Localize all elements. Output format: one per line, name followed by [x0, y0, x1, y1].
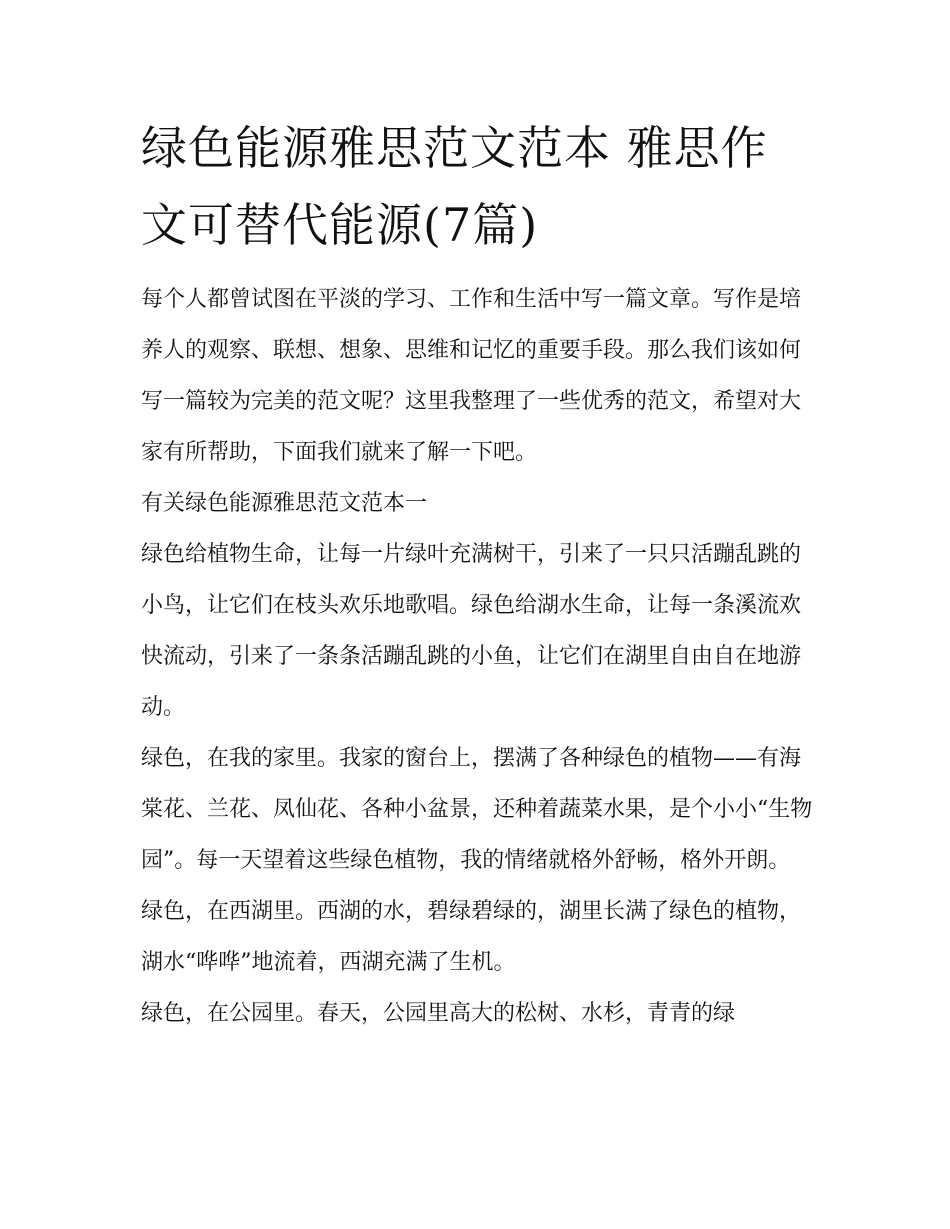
- paragraph: 绿色给植物生命，让每一片绿叶充满树干，引来了一只只活蹦乱跳的小鸟，让它们在枝头欢乐地歌唱。绿色给湖水生命，让每一条溪流欢快流动，引来了一条条活蹦乱跳的小鱼，让它们在湖里自由自在地游动。: [141, 542, 802, 720]
- paragraph: 绿色，在西湖里。西湖的水，碧绿碧绿的，湖里长满了绿色的植物，湖水“哗哗”地流着，西湖充满了生机。: [141, 899, 802, 975]
- paragraph: 绿色，在公园里。春天，公园里高大的松树、水杉，青青的绿: [141, 1001, 736, 1026]
- paragraph-intro: 每个人都曾试图在平淡的学习、工作和生活中写一篇文章。写作是培养人的观察、联想、想象、思维和记忆的重要手段。那么我们该如何写一篇较为完美的范文呢？这里我整理了一些优秀的范文，希望对大家有所帮助，下面我们就来了解一下吧。: [141, 287, 802, 465]
- document-content: [141, 110, 813, 1039]
- document-title: 绿色能源雅思范文范本 雅思作文可替代能源(7篇): [141, 121, 768, 252]
- document-body: [141, 274, 813, 1039]
- section-heading: 有关绿色能源雅思范文范本一: [141, 491, 428, 516]
- paragraph: 绿色，在我的家里。我家的窗台上，摆满了各种绿色的植物——有海棠花、兰花、凤仙花、各种小盆景，还种着蔬菜水果，是个小小“生物园”。每一天望着这些绿色植物，我的情绪就格外舒畅，格外开朗。: [141, 746, 813, 873]
